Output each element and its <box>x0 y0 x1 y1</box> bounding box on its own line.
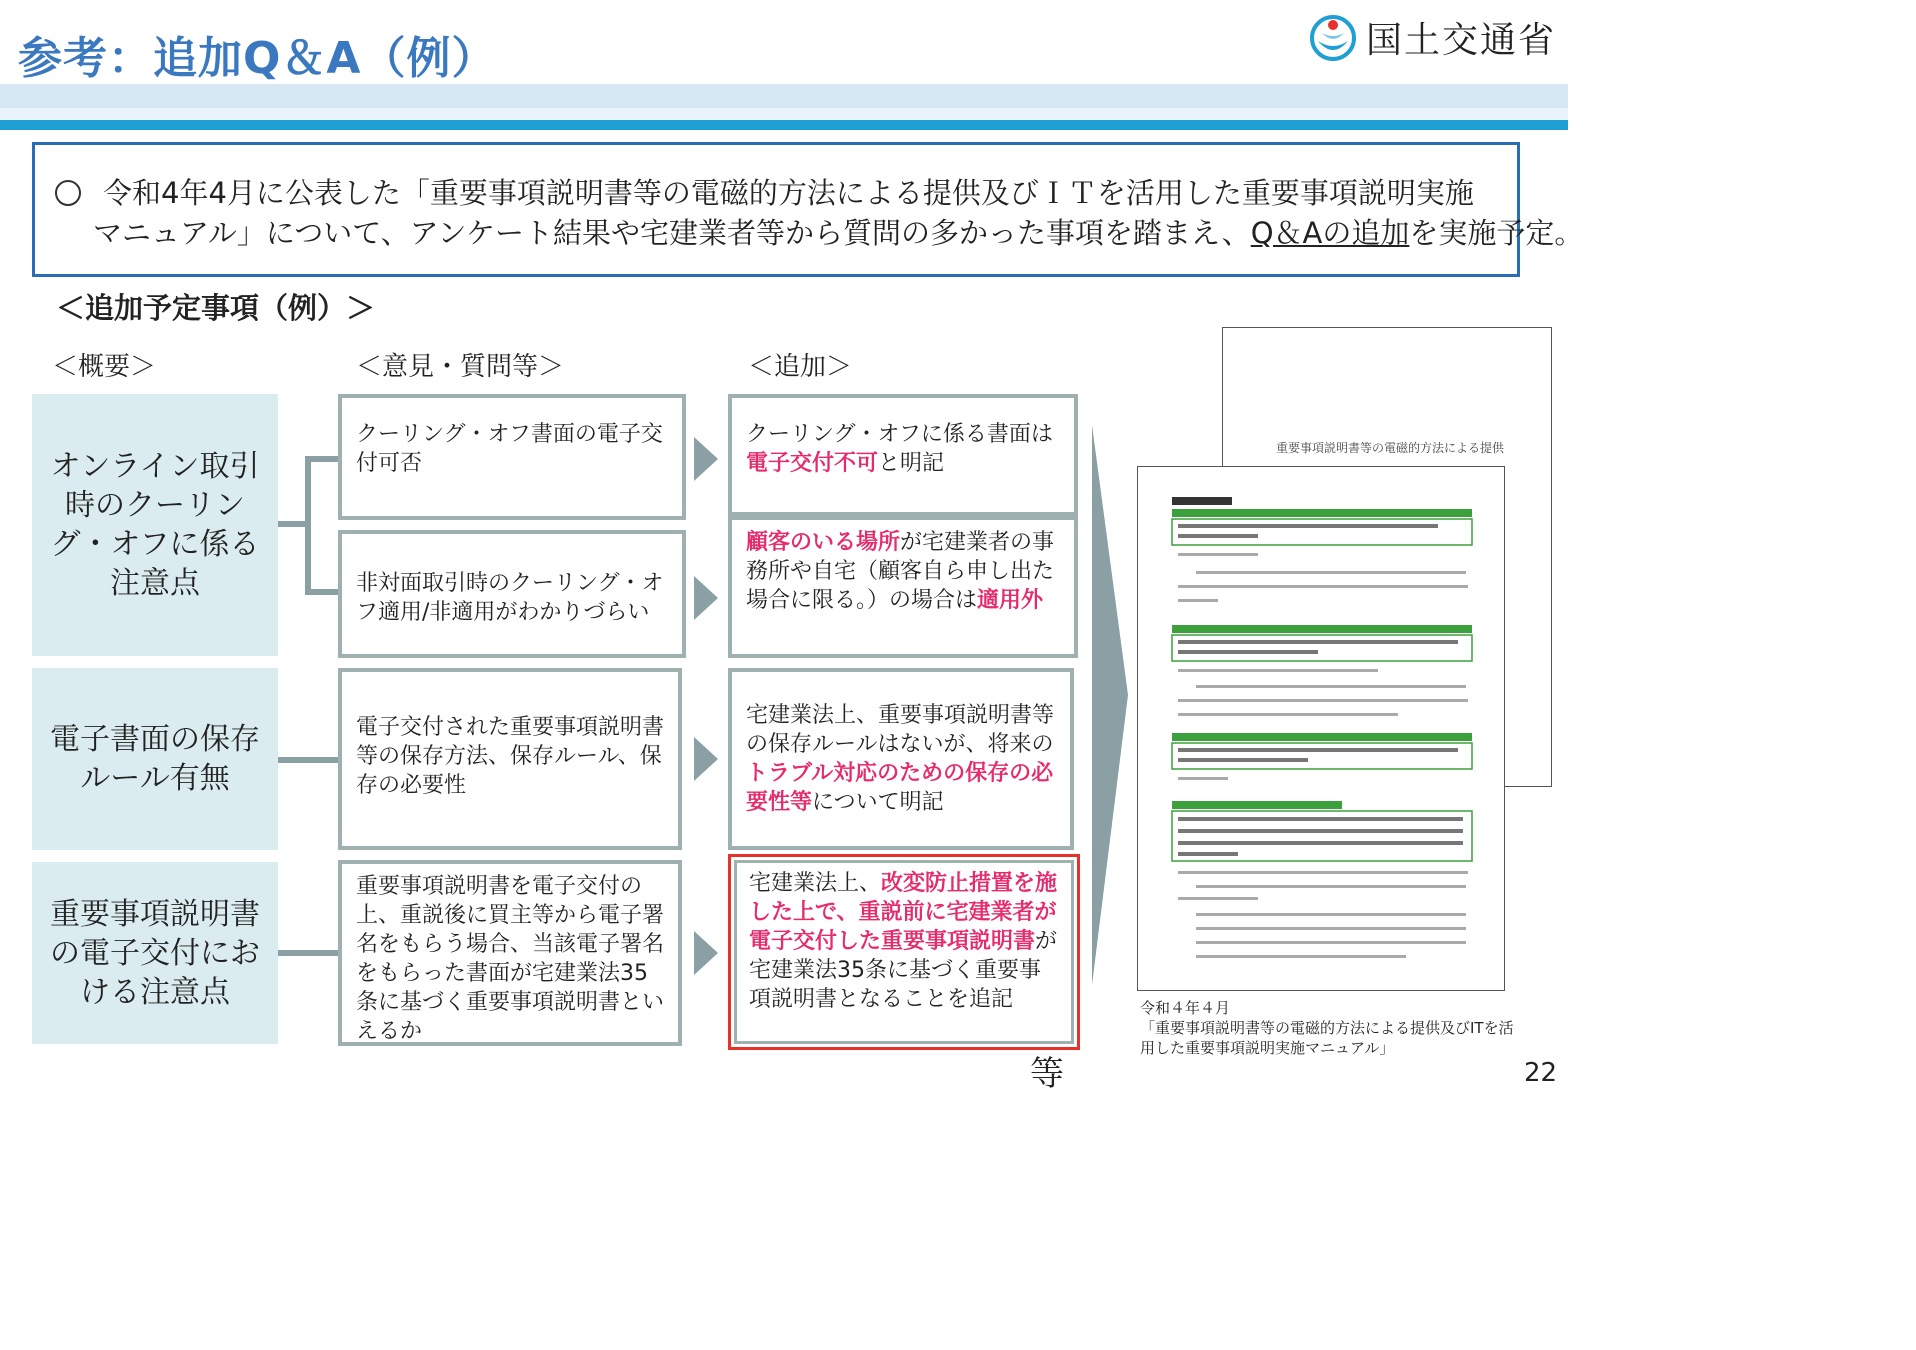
connector-line <box>278 757 340 763</box>
intro-line-2 <box>53 213 1584 253</box>
header-band-light <box>0 84 1568 108</box>
intro-line-1 <box>53 173 1497 213</box>
intro-text-2a: マニュアル」について、アンケート結果や宅建業者等から質問の多かった事項を踏まえ、 <box>93 216 1251 250</box>
answer-3-post: について明記 <box>812 790 944 815</box>
bullet-circle-icon <box>55 180 81 206</box>
category-electronic-delivery: 重要事項説明書の電子交付における注意点 <box>32 862 278 1044</box>
caption-title-2: 用した重要事項説明実施マニュアル」 <box>1140 1039 1395 1057</box>
answer-box-1 <box>728 394 1078 516</box>
answer-box-3 <box>728 668 1074 850</box>
arrow-right-icon <box>694 437 718 481</box>
connector-bracket <box>305 456 311 595</box>
answer-2-highlight-2: 適用外 <box>977 588 1044 613</box>
intro-text-1: 令和4年4月に公表した「重要事項説明書等の電磁的方法による提供及びＩＴを活用した重要事項説明実施 <box>103 176 1474 210</box>
arrow-right-icon <box>694 931 718 975</box>
caption-date: 令和４年４月 <box>1140 999 1231 1017</box>
answer-text-1 <box>746 420 1060 478</box>
answer-text-4 <box>749 869 1059 1014</box>
question-box-4: 重要事項説明書を電子交付の上、重説後に買主等から電子署名をもらう場合、当該電子署名をもらった書面が宅建業法35条に基づく重要事項説明書といえるか <box>338 860 682 1046</box>
header-band-pale <box>0 108 1568 120</box>
question-box-2: 非対面取引時のクーリング・オフ適用/非適用がわかりづらい <box>338 530 686 658</box>
column-heading-summary: ＜概要＞ <box>52 352 157 382</box>
answer-box-4-highlighted <box>728 854 1080 1050</box>
intro-text-2b: を実施予定。 <box>1409 216 1584 250</box>
answer-3-highlight: トラブル対応のための保存の必要性等 <box>746 761 1054 815</box>
caption-title-1: 「重要事項説明書等の電磁的方法による提供及びITを活 <box>1140 1019 1514 1037</box>
column-heading-opinions: ＜意見・質問等＞ <box>356 352 565 382</box>
connector-line <box>278 521 308 527</box>
connector-line <box>305 589 339 595</box>
answer-1-pre: クーリング・オフに係る書面は <box>746 422 1053 447</box>
connector-line <box>278 950 340 956</box>
intro-box <box>32 142 1584 277</box>
answer-text-2 <box>746 528 1060 615</box>
manual-faq-thumbnail <box>1138 467 1505 991</box>
arrow-right-icon <box>694 576 718 620</box>
answer-1-highlight: 電子交付不可 <box>746 451 879 476</box>
column-heading-additions: ＜追加＞ <box>748 352 853 382</box>
mlit-logo-icon <box>1310 15 1356 61</box>
intro-text-underlined: Q＆Aの追加 <box>1250 216 1410 250</box>
question-box-1: クーリング・オフ書面の電子交付可否 <box>338 394 686 520</box>
arrow-right-icon <box>694 737 718 781</box>
logo-text: 国土交通省 <box>1366 20 1557 61</box>
answer-1-post: と明記 <box>878 451 945 476</box>
answer-box-2 <box>728 516 1078 658</box>
answer-2-highlight-1: 顧客のいる場所 <box>746 530 901 555</box>
page-title: 参考：追加Q＆A（例） <box>18 33 497 84</box>
category-cooling-off: オンライン取引時のクーリング・オフに係る注意点 <box>32 394 278 656</box>
question-box-3: 電子交付された重要事項説明書等の保存方法、保存ルール、保存の必要性 <box>338 668 682 850</box>
answer-4-highlight: 改変防止措置を施した上で、重説前に宅建業者が電子交付した重要事項説明書 <box>749 871 1058 954</box>
answer-text-3 <box>746 701 1056 817</box>
manual-caption <box>1140 998 1514 1058</box>
header-band-blue <box>0 120 1568 130</box>
answer-4-post: が宅建業法35条に基づく重要事項説明書となることを追記 <box>749 929 1058 1012</box>
etc-label: 等 <box>1030 1054 1064 1094</box>
large-arrow-right-icon <box>1092 425 1132 985</box>
category-storage-rule: 電子書面の保存ルール有無 <box>32 668 278 850</box>
answer-2-mid: が宅建業者の事務所や自宅（顧客自ら申し出た場合に限る。）の場合は <box>746 530 1055 613</box>
mlit-logo <box>1310 12 1556 63</box>
section-heading: ＜追加予定事項（例）＞ <box>56 291 376 325</box>
manual-back-title: 重要事項説明書等の電磁的方法による提供 <box>1276 441 1505 455</box>
answer-3-pre: 宅建業法上、重要事項説明書等の保存ルールはないが、将来の <box>746 703 1055 757</box>
connector-line <box>305 456 339 462</box>
page-number: 22 <box>1524 1058 1558 1088</box>
answer-4-pre: 宅建業法上、 <box>749 871 882 896</box>
manual-page-front <box>1137 466 1505 991</box>
